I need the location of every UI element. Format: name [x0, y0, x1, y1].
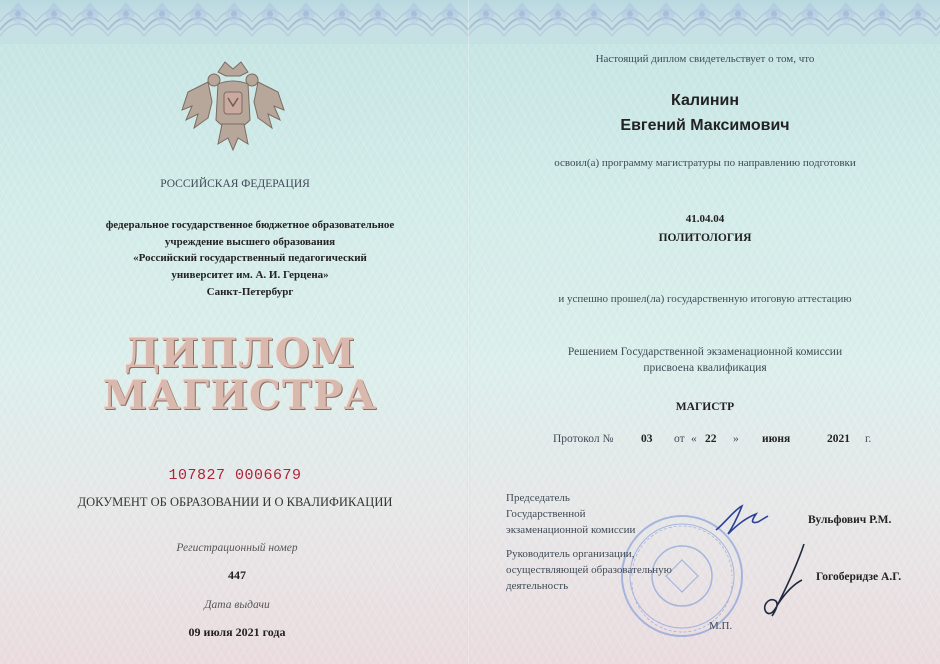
protocol-month: июня: [762, 433, 791, 445]
intro-text: Настоящий диплом свидетельствует о том, что: [595, 53, 815, 65]
registration-number: 447: [228, 568, 246, 582]
head-name: Гогоберидзе А.Г.: [816, 571, 902, 583]
qualification: МАГИСТР: [675, 401, 735, 413]
chair-title-line-3: экзаменационной комиссии: [506, 524, 636, 536]
program-name: ПОЛИТОЛОГИЯ: [658, 232, 752, 244]
protocol-year-suffix: г.: [865, 433, 872, 445]
head-title-line-1: Руководитель организации,: [506, 548, 635, 560]
registration-number-label: Регистрационный номер: [176, 542, 298, 554]
protocol-label: Протокол №: [553, 433, 614, 445]
org-line-2: учреждение высшего образования: [164, 236, 336, 248]
quote-open: «: [691, 433, 697, 445]
protocol-number: 03: [641, 433, 653, 445]
issue-date-label: Дата выдачи: [204, 599, 270, 611]
center-fold: [467, 0, 470, 664]
protocol-day: 22: [705, 433, 717, 445]
head-signature-icon: [748, 540, 818, 620]
country-name: РОССИЙСКАЯ ФЕДЕРАЦИЯ: [160, 178, 310, 190]
holder-surname: Калинин: [670, 92, 740, 109]
chair-name: Вульфович Р.М.: [808, 514, 892, 526]
org-city: Санкт-Петербург: [206, 286, 294, 298]
head-title-line-3: деятельность: [506, 580, 569, 592]
attestation-text: и успешно прошел(ла) государственную итоговую аттестацию: [558, 293, 852, 305]
serial-number: 107827 0006679: [168, 467, 302, 484]
protocol-year: 2021: [827, 433, 850, 445]
issue-date: 09 июля 2021 года: [188, 625, 286, 639]
program-text: освоил(а) программу магистратуры по направлению подготовки: [554, 157, 856, 169]
org-line-4: университет им. А. И. Герцена»: [171, 269, 329, 281]
program-code: 41.04.04: [685, 213, 725, 225]
chair-title-line-1: Председатель: [506, 492, 570, 504]
document-type: ДОКУМЕНТ ОБ ОБРАЗОВАНИИ И О КВАЛИФИКАЦИИ: [77, 495, 393, 509]
protocol-from: от: [674, 433, 685, 445]
org-line-1: федеральное государственное бюджетное образовательное: [105, 219, 395, 231]
commission-line-1: Решением Государственной экзаменационной комиссии: [567, 346, 843, 358]
commission-line-2: присвоена квалификация: [643, 362, 767, 374]
decorative-top-border: [0, 0, 940, 44]
quote-close: »: [733, 433, 739, 445]
head-title-line-2: осуществляющей образовательную: [506, 564, 672, 576]
chair-title-line-2: Государственной: [506, 508, 586, 520]
diploma-title-line-1: ДИПЛОМ: [124, 330, 356, 377]
chair-signature-icon: [712, 500, 772, 540]
double-headed-eagle-icon: [178, 58, 288, 158]
holder-given-names: Евгений Максимович: [620, 117, 790, 134]
diploma-title-line-2: МАГИСТРА: [102, 372, 378, 419]
seal-place-label: М.П.: [709, 620, 733, 632]
org-line-3: «Российский государственный педагогический: [133, 252, 367, 264]
